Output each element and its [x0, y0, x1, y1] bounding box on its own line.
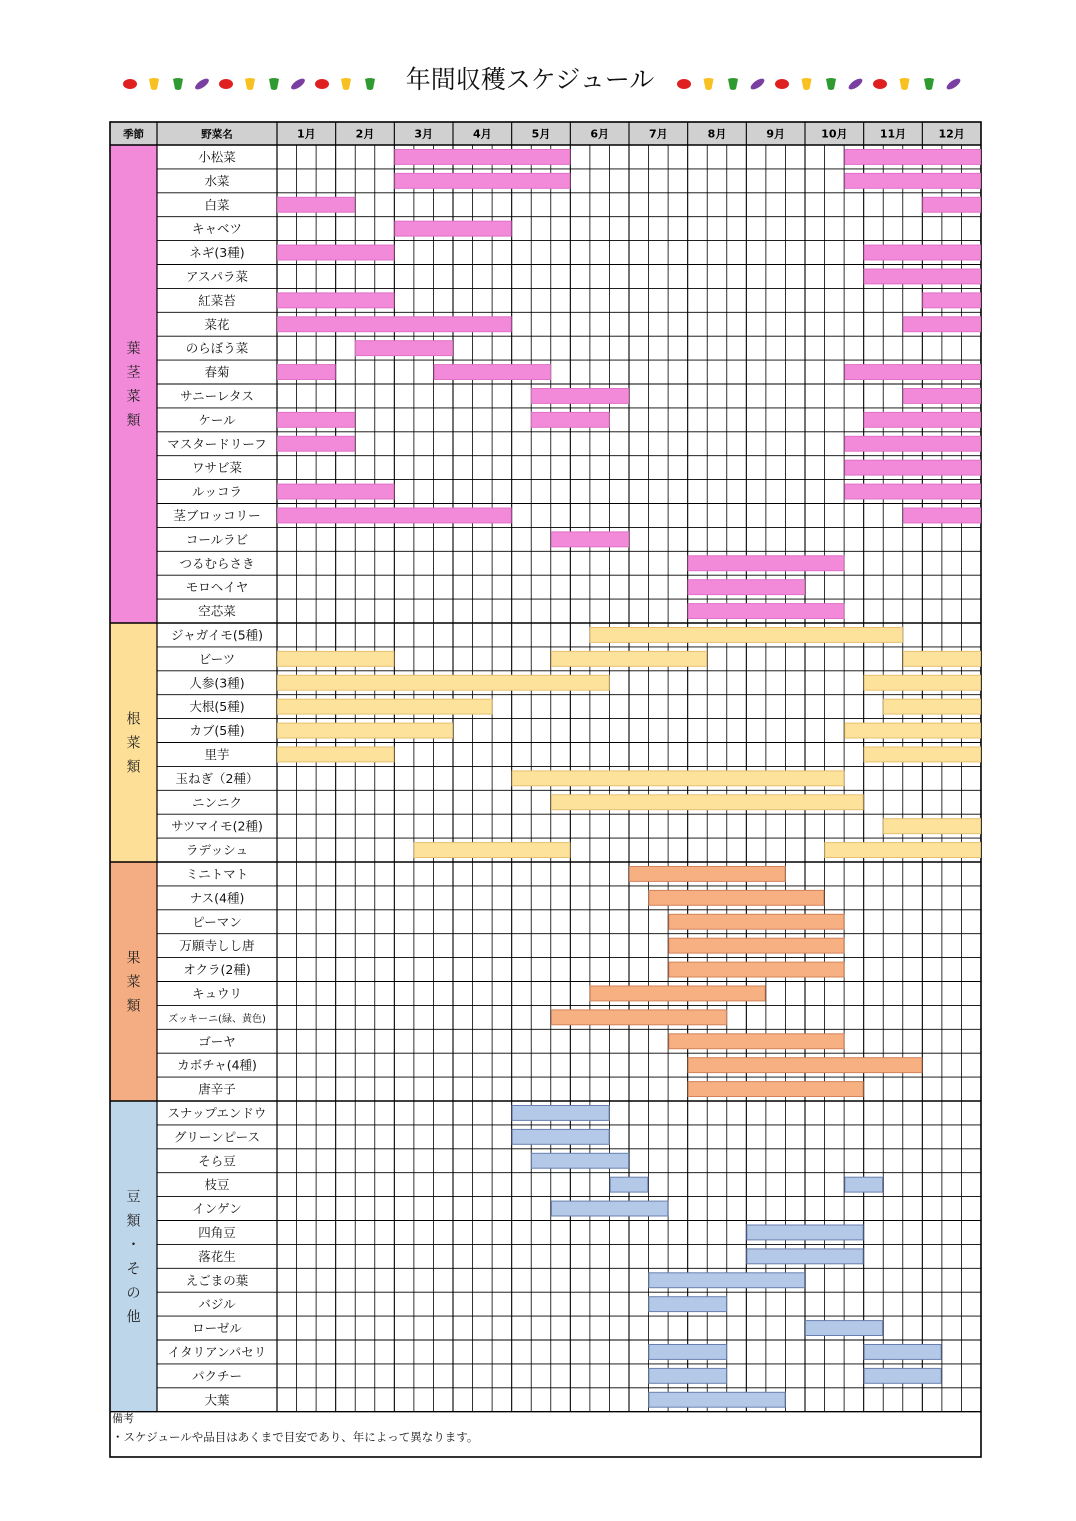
- category-label-char: 菜: [126, 735, 141, 752]
- harvest-bar: [278, 699, 492, 714]
- vegetable-name: ナス(4種): [189, 890, 245, 906]
- header-month-10: 10月: [821, 127, 848, 141]
- harvest-bar: [649, 1368, 727, 1383]
- header-vegetable: 野菜名: [201, 128, 233, 141]
- harvest-bar: [395, 221, 511, 236]
- header-month-7: 7月: [649, 127, 668, 141]
- vegetable-name: 菜花: [204, 316, 230, 332]
- vegetable-name: インゲン: [192, 1201, 242, 1217]
- header-month-5: 5月: [531, 127, 551, 141]
- vegetable-name: コールラビ: [185, 531, 249, 547]
- vegetable-name: 枝豆: [204, 1177, 230, 1193]
- harvest-bar: [278, 245, 394, 260]
- vegetable-name: 四角豆: [198, 1224, 236, 1240]
- header-month-3: 3月: [414, 127, 433, 141]
- page-title: 年間収穫スケジュール: [405, 65, 655, 94]
- vegetable-name: ルッコラ: [191, 484, 243, 500]
- harvest-bar: [864, 412, 980, 427]
- harvest-bar: [669, 962, 844, 977]
- harvest-bar: [845, 1177, 883, 1192]
- harvest-bar: [649, 1273, 805, 1288]
- category-label-char: 菜: [126, 974, 141, 991]
- harvest-bar: [845, 460, 981, 475]
- harvest-bar: [551, 795, 863, 810]
- harvest-bar: [278, 412, 355, 427]
- vegetable-name: えごまの葉: [185, 1272, 249, 1288]
- category-label-char: 類: [126, 413, 141, 429]
- harvest-bar: [688, 1058, 922, 1073]
- harvest-bar: [551, 651, 706, 666]
- header-month-1: 1月: [297, 127, 316, 141]
- harvest-bar: [532, 412, 610, 427]
- vegetable-name: ネギ(3種): [189, 245, 245, 261]
- vegetable-name: グリーンピース: [173, 1129, 261, 1145]
- harvest-bar: [688, 580, 804, 595]
- harvest-bar: [903, 508, 980, 523]
- vegetable-name: ワサビ菜: [191, 460, 243, 476]
- vegetable-name: イタリアンパセリ: [167, 1344, 267, 1360]
- vegetable-name: カブ(5種): [189, 723, 245, 739]
- harvest-bar: [747, 1225, 863, 1240]
- harvest-bar: [688, 556, 844, 571]
- harvest-bar: [903, 651, 980, 666]
- category-label-char: 根: [126, 711, 141, 728]
- category-label-char: そ: [126, 1261, 141, 1278]
- harvest-bar: [884, 699, 981, 714]
- harvest-bar: [923, 293, 981, 308]
- category-label-char: 他: [126, 1309, 141, 1326]
- vegetable-name: 大根(5種): [189, 699, 245, 715]
- harvest-bar: [278, 723, 453, 738]
- header-month-8: 8月: [707, 127, 727, 141]
- harvest-bar: [864, 269, 980, 284]
- vegetable-name: パクチー: [191, 1368, 243, 1384]
- header-month-11: 11月: [879, 127, 907, 141]
- harvest-bar: [551, 1010, 726, 1025]
- category-label-char: 菜: [126, 389, 141, 405]
- harvest-bar: [845, 150, 981, 165]
- category-label-char: 類: [126, 759, 141, 776]
- category-label-char: 類: [126, 1213, 141, 1230]
- vegetable-name: 落花生: [198, 1248, 236, 1264]
- vegetable-name: 空芯菜: [198, 603, 236, 619]
- vegetable-name: モロヘイヤ: [185, 579, 249, 595]
- harvest-bar: [395, 173, 570, 188]
- vegetable-name: 里芋: [204, 746, 230, 762]
- harvest-bar: [278, 651, 394, 666]
- harvest-bar: [649, 1345, 727, 1360]
- header-month-12: 12月: [938, 127, 965, 141]
- vegetable-name: 玉ねぎ（2種）: [175, 770, 259, 786]
- harvest-bar: [590, 628, 902, 643]
- vegetable-name: 白菜: [204, 197, 230, 213]
- harvest-bar: [825, 843, 981, 858]
- harvest-bar: [278, 293, 394, 308]
- harvest-bar: [278, 365, 336, 380]
- harvest-bar: [356, 341, 453, 356]
- vegetable-name: サツマイモ(2種): [171, 818, 263, 834]
- category-label-char: 葉: [126, 341, 141, 357]
- vegetable-name: 人参(3種): [189, 675, 245, 691]
- harvest-bar: [864, 245, 980, 260]
- vegetable-name: ビーツ: [198, 651, 236, 667]
- header-month-4: 4月: [473, 127, 492, 141]
- vegetable-name: 茎ブロッコリー: [173, 507, 261, 523]
- header-season: 季節: [123, 128, 144, 141]
- vegetable-name: キャベツ: [191, 221, 243, 237]
- vegetable-name: 春菊: [204, 364, 230, 380]
- vegetable-name: つるむらさき: [179, 555, 255, 571]
- harvest-bar: [395, 150, 570, 165]
- harvest-bar: [903, 317, 980, 332]
- harvest-bar: [590, 986, 765, 1001]
- harvest-bar: [278, 197, 355, 212]
- vegetable-name: 水菜: [204, 173, 230, 189]
- harvest-bar: [551, 532, 628, 547]
- vegetable-name: バジル: [198, 1296, 236, 1312]
- category-label-char: 果: [126, 950, 141, 967]
- harvest-bar: [864, 675, 980, 690]
- vegetable-name: ローゼル: [192, 1320, 242, 1336]
- harvest-bar: [512, 1129, 609, 1144]
- harvest-bar: [864, 1345, 941, 1360]
- vegetable-name: ジャガイモ(5種): [170, 627, 264, 643]
- harvest-bar: [649, 890, 824, 905]
- harvest-bar: [806, 1321, 883, 1336]
- vegetable-name: アスパラ菜: [185, 268, 249, 284]
- vegetable-name: ケール: [198, 412, 236, 428]
- notes-text: ・スケジュールや品目はあくまで目安であり、年によって異なります。: [112, 1430, 479, 1444]
- harvest-bar: [845, 365, 981, 380]
- harvest-bar: [649, 1297, 727, 1312]
- harvest-bar: [845, 436, 981, 451]
- harvest-bar: [630, 867, 786, 882]
- harvest-bar: [278, 747, 394, 762]
- harvest-bar: [434, 365, 550, 380]
- vegetable-name: ゴーヤ: [198, 1033, 236, 1049]
- vegetable-name: ミニトマト: [185, 866, 249, 882]
- vegetable-name: マスタードリーフ: [167, 436, 267, 452]
- vegetable-name: キュウリ: [191, 985, 243, 1001]
- harvest-bar: [278, 675, 610, 690]
- category-label-char: 豆: [126, 1189, 141, 1206]
- vegetable-name: そら豆: [198, 1153, 236, 1169]
- harvest-bar: [747, 1249, 863, 1264]
- harvest-bar: [278, 436, 355, 451]
- harvest-bar: [649, 1392, 785, 1407]
- category-cell-0: [110, 145, 157, 623]
- header-month-2: 2月: [355, 127, 375, 141]
- vegetable-name: 万願寺しし唐: [179, 938, 255, 954]
- harvest-bar: [610, 1177, 648, 1192]
- notes-box: [110, 1409, 981, 1457]
- harvest-bar: [688, 604, 844, 619]
- header-month-6: 6月: [590, 127, 609, 141]
- harvest-bar: [414, 843, 570, 858]
- harvest-bar: [845, 173, 981, 188]
- vegetable-name: ズッキーニ(緑、黄色): [168, 1013, 266, 1025]
- harvest-bar: [532, 1153, 629, 1168]
- harvest-bar: [845, 484, 981, 499]
- vegetable-name: オクラ(2種): [183, 962, 251, 978]
- harvest-bar: [669, 938, 844, 953]
- vegetable-name: カボチャ(4種): [177, 1057, 257, 1073]
- vegetable-name: サニーレタス: [180, 388, 254, 404]
- harvest-bar: [532, 389, 629, 404]
- harvest-bar: [923, 197, 981, 212]
- harvest-bar: [278, 508, 512, 523]
- harvest-bar: [551, 1201, 667, 1216]
- category-label-char: ・: [126, 1237, 141, 1254]
- category-label-char: 類: [126, 998, 141, 1015]
- harvest-bar: [864, 1368, 941, 1383]
- harvest-bar: [903, 389, 980, 404]
- harvest-bar: [845, 723, 981, 738]
- harvest-bar: [884, 819, 981, 834]
- vegetable-name: 紅菜苔: [198, 292, 236, 308]
- harvest-bar: [669, 914, 844, 929]
- vegetable-name: ニンニク: [191, 794, 243, 810]
- vegetable-name: 大葉: [204, 1392, 230, 1408]
- category-cell-3: [110, 1101, 157, 1412]
- harvest-bar: [864, 747, 980, 762]
- harvest-bar: [278, 484, 394, 499]
- vegetable-name: 唐辛子: [198, 1081, 236, 1097]
- harvest-bar: [688, 1082, 863, 1097]
- vegetable-name: スナップエンドウ: [167, 1105, 267, 1121]
- header-month-9: 9月: [766, 127, 785, 141]
- harvest-bar: [278, 317, 512, 332]
- harvest-bar: [669, 1034, 844, 1049]
- harvest-bar: [512, 1106, 609, 1121]
- vegetable-name: ラデッシュ: [185, 842, 249, 858]
- harvest-bar: [512, 771, 844, 786]
- category-label-char: 茎: [126, 365, 141, 381]
- category-label-char: の: [126, 1285, 141, 1302]
- vegetable-name: のらぼう菜: [185, 340, 249, 356]
- notes-label: 備考: [112, 1412, 134, 1425]
- vegetable-name: ピーマン: [192, 914, 242, 930]
- vegetable-name: 小松菜: [198, 149, 236, 165]
